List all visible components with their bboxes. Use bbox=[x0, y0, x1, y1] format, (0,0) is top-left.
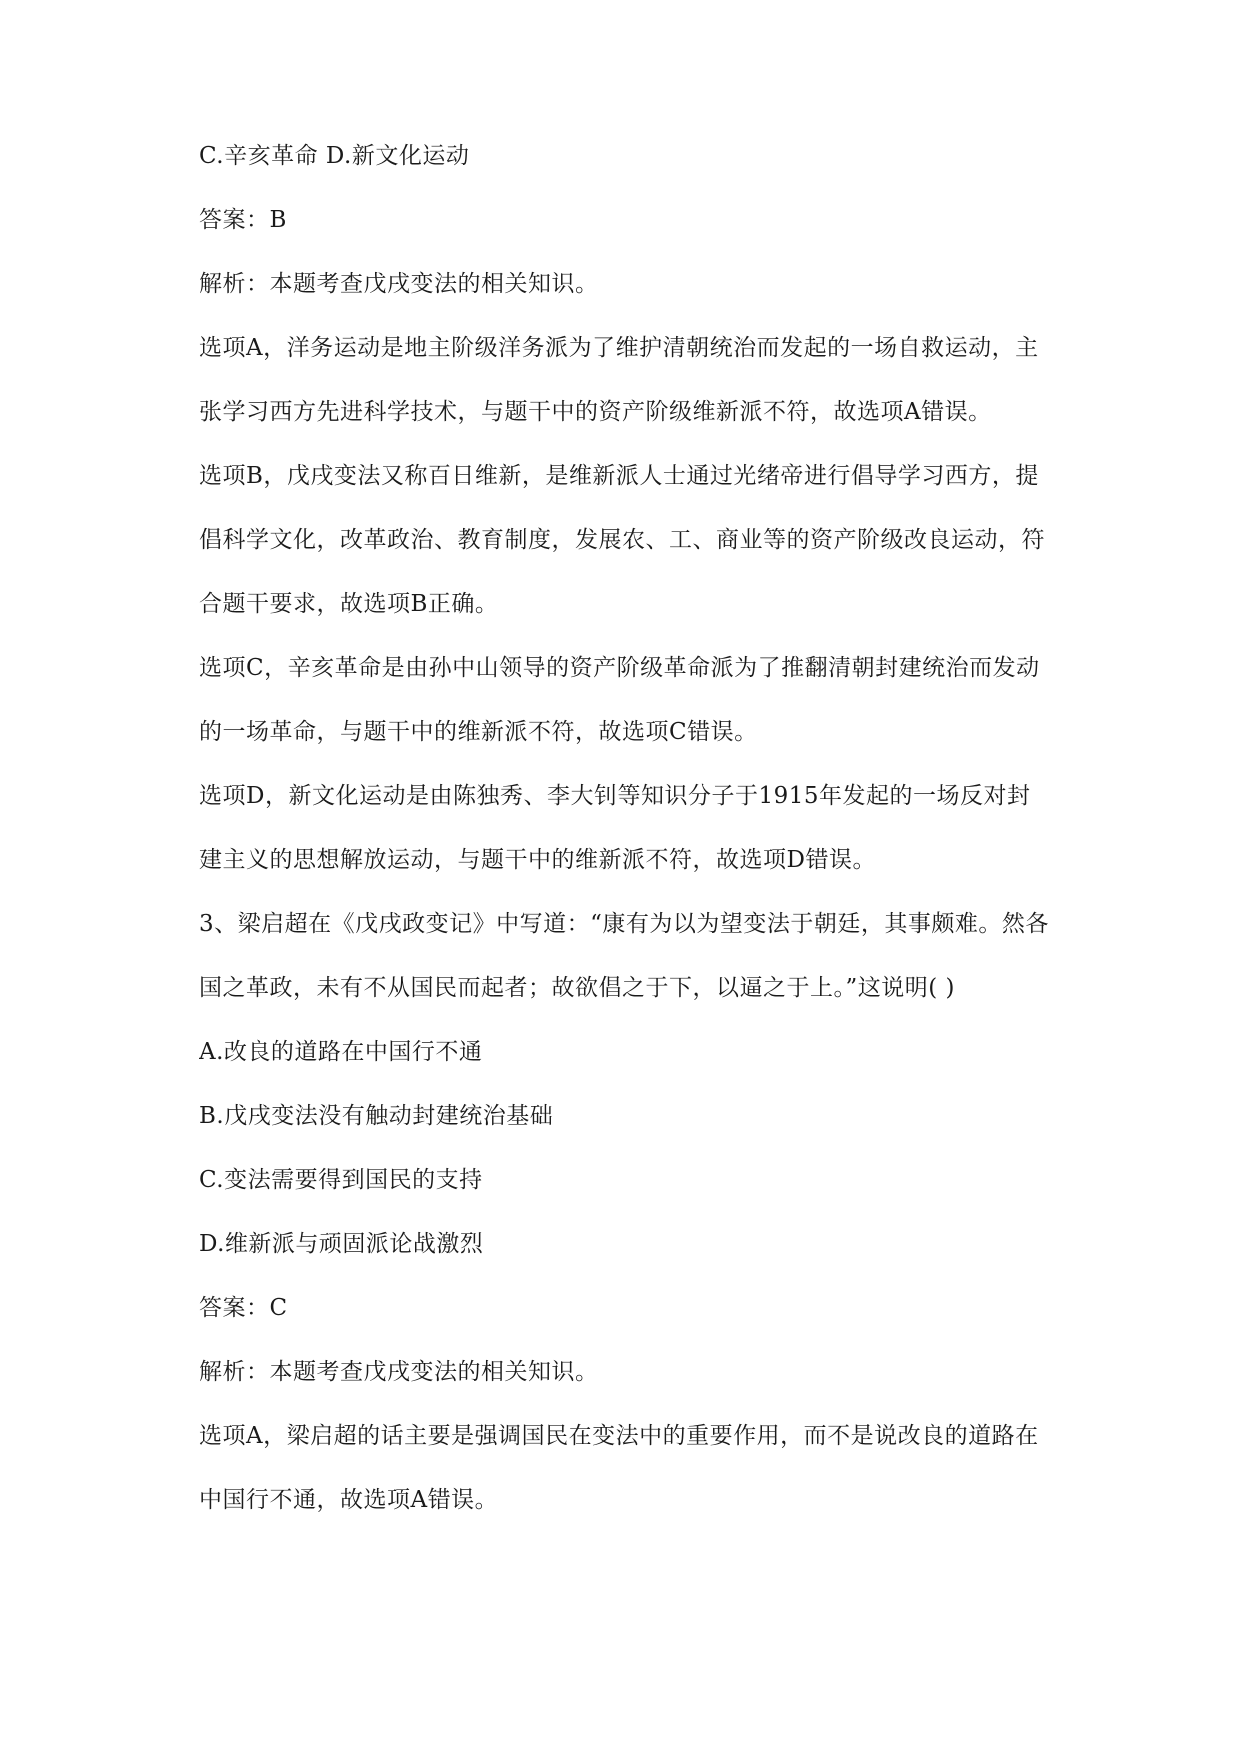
document-body bbox=[199, 140, 1089, 1516]
question-3-option-a: A.改良的道路在中国行不通 bbox=[199, 1039, 483, 1065]
analysis-option-b-line-3: 合题干要求，故选项B正确。 bbox=[199, 591, 499, 617]
analysis-option-c-line-2: 的一场革命，与题干中的维新派不符，故选项C错误。 bbox=[199, 719, 758, 745]
analysis-option-d-line-2: 建主义的思想解放运动，与题干中的维新派不符，故选项D错误。 bbox=[199, 847, 876, 873]
analysis-intro: 解析：本题考查戊戌变法的相关知识。 bbox=[199, 271, 599, 297]
question-3-option-b: B.戊戌变法没有触动封建统治基础 bbox=[199, 1103, 554, 1129]
question-3-analysis-option-a-line-2: 中国行不通，故选项A错误。 bbox=[199, 1487, 499, 1513]
question-3-option-d: D.维新派与顽固派论战激烈 bbox=[199, 1231, 484, 1257]
analysis-option-b-line-1: 选项B，戊戌变法又称百日维新，是维新派人士通过光绪帝进行倡导学习西方，提 bbox=[199, 463, 1039, 489]
question-3-answer: 答案：C bbox=[199, 1295, 288, 1321]
question-3-line-1: 3、梁启超在《戊戌政变记》中写道：“康有为以为望变法于朝廷，其事颇难。然各 bbox=[199, 911, 1049, 937]
option-line-c-d: C.辛亥革命 D.新文化运动 bbox=[199, 143, 470, 169]
question-3-analysis-intro: 解析：本题考查戊戌变法的相关知识。 bbox=[199, 1359, 599, 1385]
analysis-option-d-line-1: 选项D，新文化运动是由陈独秀、李大钊等知识分子于1915年发起的一场反对封 bbox=[199, 783, 1031, 809]
question-3-option-c: C.变法需要得到国民的支持 bbox=[199, 1167, 483, 1193]
analysis-option-a-line-1: 选项A，洋务运动是地主阶级洋务派为了维护清朝统治而发起的一场自救运动，主 bbox=[199, 335, 1039, 361]
analysis-option-a-line-2: 张学习西方先进科学技术，与题干中的资产阶级维新派不符，故选项A错误。 bbox=[199, 399, 992, 425]
analysis-option-b-line-2: 倡科学文化，改革政治、教育制度，发展农、工、商业等的资产阶级改良运动，符 bbox=[199, 527, 1045, 553]
analysis-option-c-line-1: 选项C，辛亥革命是由孙中山领导的资产阶级革命派为了推翻清朝封建统治而发动 bbox=[199, 655, 1040, 681]
question-3-line-2: 国之革政，未有不从国民而起者；故欲倡之于下，以逼之于上。”这说明( ) bbox=[199, 975, 956, 1001]
question-3-analysis-option-a-line-1: 选项A，梁启超的话主要是强调国民在变法中的重要作用，而不是说改良的道路在 bbox=[199, 1423, 1039, 1449]
answer-line: 答案：B bbox=[199, 207, 287, 233]
